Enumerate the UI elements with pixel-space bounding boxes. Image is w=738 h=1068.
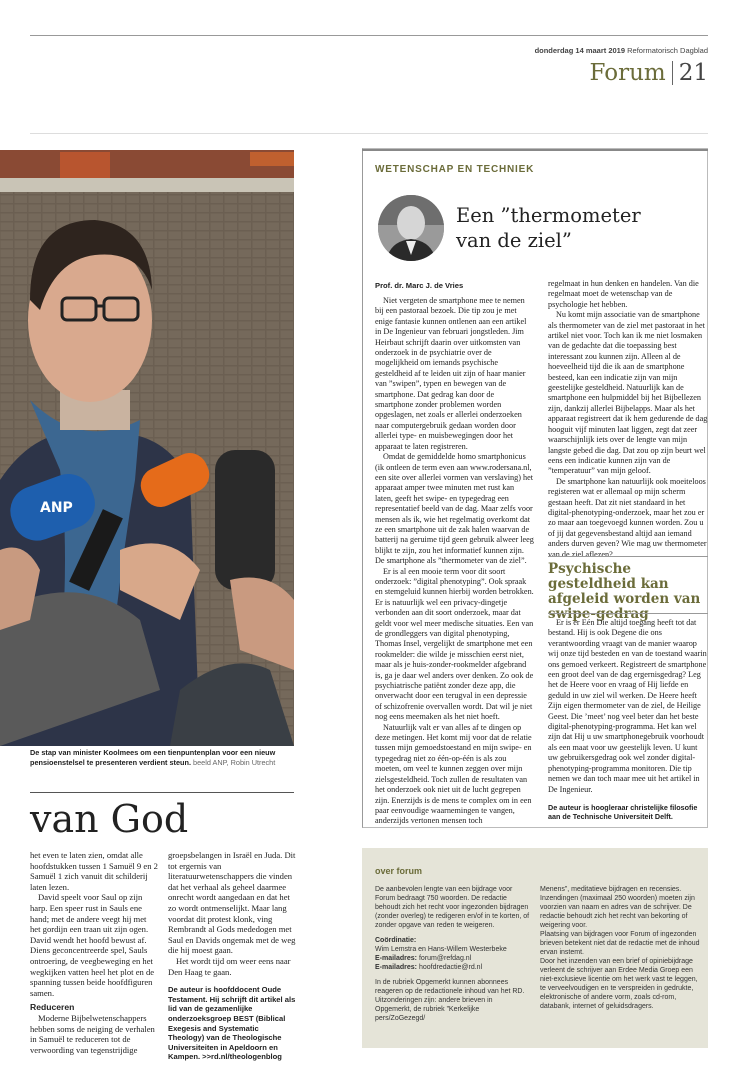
byline: Prof. dr. Marc J. de Vries xyxy=(375,281,464,290)
paper-name: Reformatorisch Dagblad xyxy=(627,46,708,55)
headline xyxy=(456,203,641,253)
section-divider xyxy=(672,61,673,85)
paragraph: Moderne Bijbelwetenschappers hebben soms de neiging de verhalen in Samuël te reduceren tot de verwoording van tegenstrijdige xyxy=(30,1012,155,1055)
pull-quote: Psychische gesteldheid kan afgeleid worden van swipe-gedrag xyxy=(548,561,701,622)
paragraph: Er is er Eén Die altijd toegang heeft tot dat bestand. Hij is ook Degene die ons verantwoording vraagt van de manier waarop wij onze tijd besteden en van de toestand waarin ons gemoed verkeert. Registreert de smartphone een groot deel van de dag ergernisgedrag? Leg het de Heere voor en vraag of Hij liefde en geduld in uw ziel wil werken. De Heere heeft Zijn eigen thermometer van de ziel, de Heilige Geest. Die ’meet’ nog veel beter dan het beste digital-phenotyping-programma. Het kan wel zijn dat Hij u uw smartphonegebruik voorhoudt als een maat voor uw geestelijk leven. U kunt uw gebruikersgedrag ook wel zonder digital-phenotyping-programma monitoren. Die tip nemen we dan toch maar mee uit het artikel in De Ingenieur. xyxy=(548,618,707,794)
author-note: De auteur is hoogleraar christelijke filosofie aan de Technische Universiteit Delft. xyxy=(548,802,698,822)
email-address[interactable]: forum@refdag.nl xyxy=(418,955,472,962)
photo-credit: beeld ANP, Robin Utrecht xyxy=(193,758,276,767)
paragraph: Nu komt mijn associatie van de smartphone als thermometer van de ziel met pastoraat in het artikel niet voor. Toch kan ik me niet losmaken van de gedachte dat die toepassing best interessant zou kunnen zijn. Alleen al de hoeveelheid tijd die ik aan de smartphone besteed, kan een indicatie zijn van mijn geestelijke gesteldheid. Natuurlijk kan de smartphone een hulpmiddel bij het Bijbellezen zijn, dankzij allerlei Bijbelapps. Maar als het apparaat registreert dat ik hem gedurende de dag hooguit vijf minuten laat liggen, zegt dat zeer waarschijnlijk iets over de lengte van mijn langste gebed die dag. Dat zou op zijn beurt wel eens een indicatie kunnen zijn van de ”temperatuur” van mijn geloof. xyxy=(548,310,708,476)
subheading: Reduceren xyxy=(30,1002,75,1013)
science-column-2 xyxy=(548,279,708,560)
coordination-label: Coördinatie: xyxy=(375,937,417,944)
paragraph: David speelt voor Saul op zijn harp. Een speer rust in Sauls ene hand; met de andere veegt hij met het gordijn een traan uit zijn ogen. David wendt het hoofd bewust af. Diens geconcentreerde spel, Sauls ontroering, de veegbeweging en het wegkijken vatten heel het plot en de spanning tussen beide hoofdfiguren samen. xyxy=(30,892,155,998)
coordination-names: Wim Lemstra en Hans-Willem Westerbeke xyxy=(375,946,507,953)
paragraph: Er is al een mooie term voor dit soort onderzoek: ”digital phenotyping”. Ook spraak en stemgeluid kunnen hierbij worden betrokken. Er is natuurlijk wel een privacy-dingetje verbonden aan dit soort onderzoek, maar dat geldt voor wel meer medische situaties. Een van de grondleggers van digital phenotyping, Thomas Insel, vergelijkt de smartphone met een rookmelder: die wilde je misschien eerst niet, maar als je huis-zonder-rookmelder afgebrand is, ga je daar wel anders over denken. Zo ook de psychiatrische patiënt zonder deze app, die onverwacht door een terugval in een depressie of schizofrenie overvallen wordt. Dat wil je niet nog eens meemaken als het niet hoeft. xyxy=(375,566,534,722)
over-forum-title: over forum xyxy=(375,866,423,876)
email-label: E-mailadres: xyxy=(375,955,418,962)
dateline xyxy=(535,46,708,55)
paragraph: regelmaat in hun denken en handelen. Van die regelmaat moet de wetenschap van de psychologie het hebben. xyxy=(548,279,699,309)
photo-caption xyxy=(30,748,292,768)
top-rule xyxy=(30,35,708,36)
page-number: 21 xyxy=(678,60,708,86)
header-rule xyxy=(30,133,708,134)
left-article-column-2 xyxy=(168,850,296,1062)
paragraph: Het wordt tijd om weer eens naar Den Haag te gaan. xyxy=(168,955,291,977)
paragraph: Omdat de gemiddelde homo smartphonicus (ik ontleen de term even aan www.rodersana.nl, een site over allerlei vormen van verslaving) het apparaat amper twee minuten met rust kan laten, geeft het swipe- en typegedrag een representatief beeld van de dag. Maar zelfs voor mensen als ik, wie het regelmatig overkomt dat ze een smartphone uit de zak halen waarvan de batterij na geruime tijd geen gebruik alweer leeg blijkt te zijn, zou het informatief kunnen zijn. De smartphone als ”thermometer van de ziel”. xyxy=(375,452,534,566)
section-header xyxy=(590,60,708,86)
editor-email-address[interactable]: hoofdredactie@rd.nl xyxy=(418,964,483,971)
column-kicker: WETENSCHAP EN TECHNIEK xyxy=(375,164,535,175)
subhead-rule-top xyxy=(548,556,708,557)
subhead-rule-bottom xyxy=(548,613,708,614)
article-rule xyxy=(30,792,294,793)
headline-line-1: Een ”thermometer xyxy=(456,204,641,227)
paragraph: Natuurlijk valt er van alles af te dingen op deze metingen. Het komt mij voor dat de relatie tussen mijn gemoedstoestand en mijn swipe- en typegedrag niet zo één-op-één is als zou moeten, om veel te kunnen zeggen over mijn zielsgesteldheid. Toch zullen de resultaten van het onderzoek ook niet uit de lucht gegrepen zijn. Enerzijds is de mens te complex om in een paar eenvoudige waarnemingen te vangen, anderzijds vertonen mensen toch xyxy=(375,722,532,826)
emails-label: E-mailadres: xyxy=(375,964,418,971)
kicker-rule xyxy=(362,149,708,151)
paragraph: De smartphone kan natuurlijk ook moeiteloos registeren wat er allemaal op mijn scherm gestaan heeft. Dat zit niet standaard in het digital-phenotyping-onderzoek, maar het zou er zo maar aan toegevoegd kunnen worden. Zou u of jij dat gegevensbestand altijd aan iemand anders durven geven? Wie mag uw thermometer van de ziel aflezen? xyxy=(548,476,707,559)
author-note: De auteur is hoofddocent Oude Testament. Hij schrijft dit artikel als lid van de gezamenlijke onderzoeksgroep BEST (Biblical Exegesis and Systematic Theology) van de Theologische Universiteiten in Apeldoorn en Kampen. >>rd.nl/theologenblog xyxy=(168,985,296,1062)
paragraph: Plaatsing van bijdragen voor Forum of ingezonden brieven betekent niet dat de redactie met de inhoud ervan instemt. xyxy=(540,931,700,956)
author-portrait xyxy=(378,195,444,261)
paragraph: Menens”, meditatieve bijdragen en recensies. Inzendingen (maximaal 250 woorden) moeten zijn voorzien van naam en adres van de schrijver. De redactie behoudt zich het recht van bekorting of weigering voor. xyxy=(540,886,695,929)
science-column-2-continued xyxy=(548,618,708,821)
over-forum-column-1 xyxy=(375,885,531,1029)
caption-text: De stap van minister Koolmees om een tienpuntenplan voor een nieuw pensioenstelsel te presenteren verdient steun. xyxy=(30,748,276,767)
paragraph: groepsbelangen in Israël en Juda. Dit tot ergernis van literatuurwetenschappers die vinden dat het verhaal als geheel daarmee onrecht wordt aangedaan en dat het zo wordt ontmenselijkt. Maar lang voordat dit protest klonk, ving Rembrandt al Gods mededogen met Saul en Davids ongemak met de weg die hij moest gaan. xyxy=(168,850,296,956)
over-forum-column-2 xyxy=(540,885,700,1011)
press-scene-illustration xyxy=(0,150,294,746)
mic-label: ANP xyxy=(40,500,73,516)
date: donderdag 14 maart 2019 xyxy=(534,46,626,55)
portrait-image xyxy=(378,195,444,261)
headline-line-2: van de ziel” xyxy=(456,229,572,252)
left-article-column-1 xyxy=(30,850,158,1055)
paragraph: het even te laten zien, omdat alle hoofdstukken tussen 1 Samuël 9 en 2 Samuël 1 zich vanuit dit schilderij laten lezen. xyxy=(30,850,158,892)
news-photo xyxy=(0,150,294,746)
paragraph: Niet vergeten de smartphone mee te nemen bij een pastoraal bezoek. Die tip zou je met enige fantasie kunnen ontlenen aan een artikel in De Ingenieur van februari jongstleden. Jim Heirbaut schrijft daarin over uitkomsten van onderzoek in de psychiatrie over de mogelijkheid om iemands psychische gesteldheid af te leiden uit zijn of haar manier van ”swipen”, typen en bewegen van de smartphone. Dat gedrag kan door de smartphone zonder problemen worden opgeslagen, net zoals er allerlei onderzoeken naar computergebruik gedaan worden door allerlei type- en muisbewegingen door het apparaat te laten registreren. xyxy=(375,296,527,451)
paragraph: De aanbevolen lengte van een bijdrage voor Forum bedraagt 750 woorden. De redactie behoudt zich het recht voor ingezonden bijdragen (zonder overleg) te redigeren en/of in te korten, of zonder opgave van reden te weigeren. xyxy=(375,886,530,929)
article-title: van God xyxy=(30,797,189,841)
paragraph: Door het inzenden van een brief of opiniebijdrage verleent de schrijver aan Erdee Media Groep een niet-exclusieve licentie om het werk vast te leggen, te verveelvoudigen en te verspreiden in gedrukte, elektronische of andere vorm, zoals cd-rom, databank, internet of geluidsdragers. xyxy=(540,958,698,1010)
section-name: Forum xyxy=(589,60,666,86)
paragraph: In de rubriek Opgemerkt kunnen abonnees reageren op de redactionele inhoud van het RD. Uitzonderingen zijn: andere brieven in Opgemerkt, de rubriek ”Kerkelijke pers/ZoGezegd/ xyxy=(375,979,525,1022)
science-column-1 xyxy=(375,296,534,827)
